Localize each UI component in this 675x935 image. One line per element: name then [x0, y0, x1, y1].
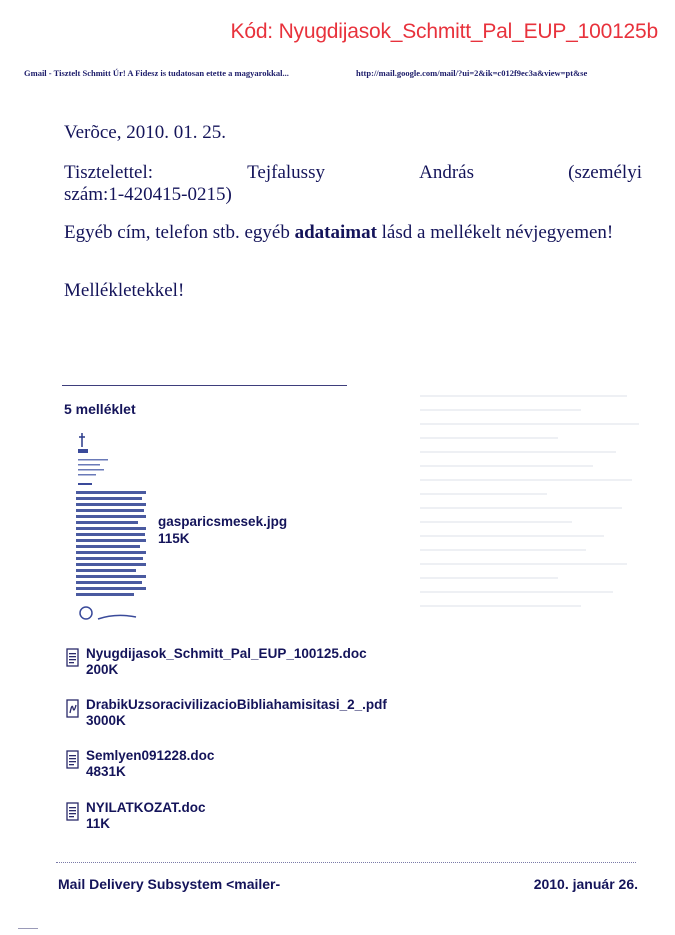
bleed-through-texture: [420, 395, 650, 795]
letter-greeting: [64, 162, 642, 206]
greeting-word: Tejfalussy: [247, 162, 325, 183]
doc-icon: [66, 750, 80, 770]
attachment-name[interactable]: Nyugdijasok_Schmitt_Pal_EUP_100125.doc: [86, 646, 367, 661]
footer-date: 2010. január 26.: [533, 876, 638, 892]
contact-note-suffix: lásd a mellékelt névjegyemen!: [376, 222, 614, 243]
message-footer: [58, 876, 638, 892]
greeting-line-2: szám:1-420415-0215): [64, 184, 232, 205]
print-header-url: http://mail.google.com/mail/?ui=2&ik=c012f9ec3a&view=pt&se: [356, 68, 588, 78]
letter-contact-note: [64, 222, 642, 244]
letter-body: [64, 122, 642, 302]
attachment-name[interactable]: Semlyen091228.doc: [86, 748, 215, 763]
attachment-size: 11K: [86, 816, 111, 831]
footer-divider: [56, 862, 636, 863]
thumbnail-image-icon: [76, 427, 148, 637]
attachment-size: 200K: [86, 662, 119, 677]
letter-date: Verõce, 2010. 01. 25.: [64, 122, 226, 143]
letter-attachments-note: Mellékletekkel!: [64, 280, 185, 301]
attachment-name[interactable]: DrabikUzsoracivilizacioBibliahamisitasi_2_.pdf: [86, 697, 387, 712]
margin-mark: [18, 928, 38, 929]
image-attachment-info: [158, 513, 287, 547]
doc-icon: [66, 802, 80, 822]
greeting-word: András: [419, 162, 474, 183]
print-header: [24, 68, 664, 78]
attachments-divider: [62, 385, 347, 386]
attachment-name[interactable]: NYILATKOZAT.doc: [86, 800, 206, 815]
attachment-size: 4831K: [86, 764, 126, 779]
print-header-title: Gmail - Tisztelt Schmitt Úr! A Fidesz is tudatosan etette a magyarokkal...: [24, 68, 289, 78]
contact-note-bold: adataimat: [294, 222, 377, 243]
greeting-word: (személyi: [568, 162, 642, 183]
attachment-name[interactable]: gasparicsmesek.jpg: [158, 514, 288, 529]
attachment-size: 3000K: [86, 713, 126, 728]
image-attachment-thumbnail[interactable]: [76, 427, 148, 637]
contact-note-prefix: Egyéb cím, telefon stb. egyéb: [64, 222, 295, 243]
doc-icon: [66, 648, 80, 668]
pdf-icon: [66, 699, 80, 719]
greeting-word: Tisztelettel:: [64, 162, 154, 183]
footer-sender[interactable]: Mail Delivery Subsystem <mailer-: [58, 876, 281, 892]
attachment-size: 115K: [158, 531, 190, 546]
attachments-title: 5 melléklet: [64, 401, 136, 417]
document-code-label: Kód: Nyugdijasok_Schmitt_Pal_EUP_100125b: [230, 20, 658, 43]
